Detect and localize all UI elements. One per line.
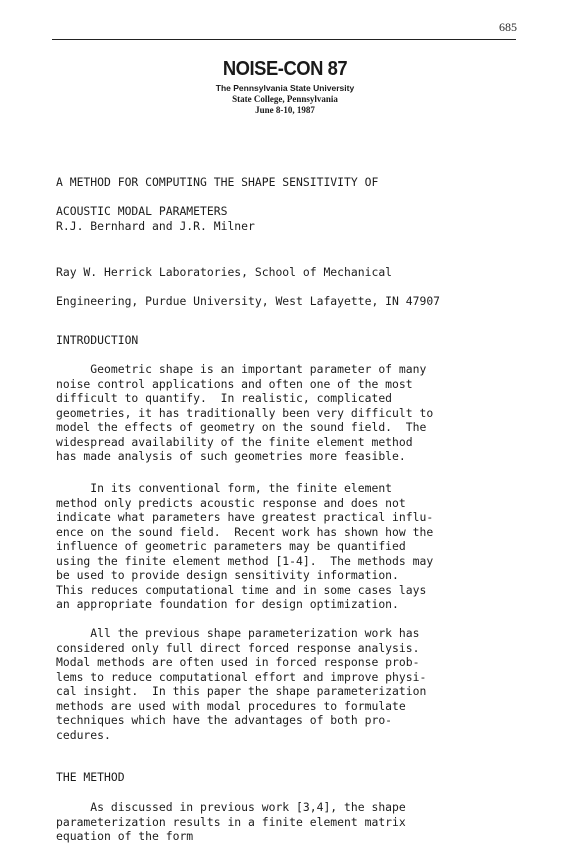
paragraph-line: cal insight. In this paper the shape parameterization bbox=[56, 684, 427, 698]
section-heading-introduction: INTRODUCTION bbox=[56, 333, 139, 347]
paragraph-line: methods are used with modal procedures to formulate bbox=[56, 698, 406, 713]
paragraph-line: model the effects of geometry on the sound field. The bbox=[56, 420, 427, 434]
paragraph-line: indicate what parameters have greatest practical influ- bbox=[56, 510, 434, 524]
paragraph-line: difficult to quantify. In realistic, complicated bbox=[56, 391, 393, 405]
paper-authors: R.J. Bernhard and J.R. Milner bbox=[56, 219, 255, 233]
paper-title-line: A METHOD FOR COMPUTING THE SHAPE SENSITIVITY OF bbox=[56, 174, 379, 189]
conference-header bbox=[0, 57, 570, 116]
paragraph-line: considered only full direct forced response analysis. bbox=[56, 640, 420, 655]
method-paragraph-1 bbox=[56, 800, 526, 844]
paragraph-line: noise control applications and often one of the most bbox=[56, 376, 413, 391]
introduction-paragraph-1 bbox=[56, 362, 526, 464]
paragraph-line: ence on the sound field. Recent work has shown how the bbox=[56, 524, 434, 539]
paragraph-line: geometries, it has traditionally been very difficult to bbox=[56, 405, 434, 420]
introduction-paragraph-2 bbox=[56, 481, 526, 612]
paragraph-line: Modal methods are often used in forced response prob- bbox=[56, 655, 420, 669]
header-rule bbox=[52, 39, 516, 40]
paragraph-line: equation of the form bbox=[56, 829, 194, 843]
paragraph-line: cedures. bbox=[56, 727, 111, 742]
affiliation-line: Ray W. Herrick Laboratories, School of Mechanical bbox=[56, 264, 393, 279]
paragraph-line: lems to reduce computational effort and improve physi- bbox=[56, 669, 427, 684]
page-number: 685 bbox=[499, 20, 517, 34]
paragraph-line: method only predicts acoustic response and does not bbox=[56, 495, 406, 510]
paragraph-line: In its conventional form, the finite element bbox=[56, 481, 393, 495]
introduction-paragraph-3 bbox=[56, 626, 526, 742]
conference-title: NOISE-CON 87 bbox=[222, 58, 348, 80]
paragraph-line: techniques which have the advantages of both pro- bbox=[56, 713, 393, 727]
paragraph-line: All the previous shape parameterization work has bbox=[56, 626, 420, 640]
paragraph-line: influence of geometric parameters may be quantified bbox=[56, 539, 406, 553]
paragraph-line: be used to provide design sensitivity information. bbox=[56, 568, 399, 582]
conference-dates: June 8-10, 1987 bbox=[255, 105, 315, 115]
paragraph-line: This reduces computational time and in some cases lays bbox=[56, 582, 427, 597]
paper-affiliation bbox=[56, 250, 526, 323]
paragraph-line: widespread availability of the finite element method bbox=[56, 434, 413, 449]
paragraph-line: has made analysis of such geometries more feasible. bbox=[56, 449, 406, 463]
paragraph-line: using the finite element method [1-4]. The methods may bbox=[56, 553, 434, 568]
conference-university: The Pennsylvania State University bbox=[215, 83, 355, 93]
conference-location: State College, Pennsylvania bbox=[232, 94, 338, 104]
paragraph-line: Geometric shape is an important parameter of many bbox=[56, 362, 427, 376]
section-heading-method: THE METHOD bbox=[56, 770, 125, 784]
affiliation-line: Engineering, Purdue University, West Lafayette, IN 47907 bbox=[56, 293, 441, 308]
paragraph-line: parameterization results in a finite element matrix bbox=[56, 814, 406, 829]
paper-title-line: ACOUSTIC MODAL PARAMETERS bbox=[56, 203, 228, 218]
paragraph-line: As discussed in previous work [3,4], the shape bbox=[56, 800, 406, 814]
paragraph-line: an appropriate foundation for design optimization. bbox=[56, 597, 399, 611]
